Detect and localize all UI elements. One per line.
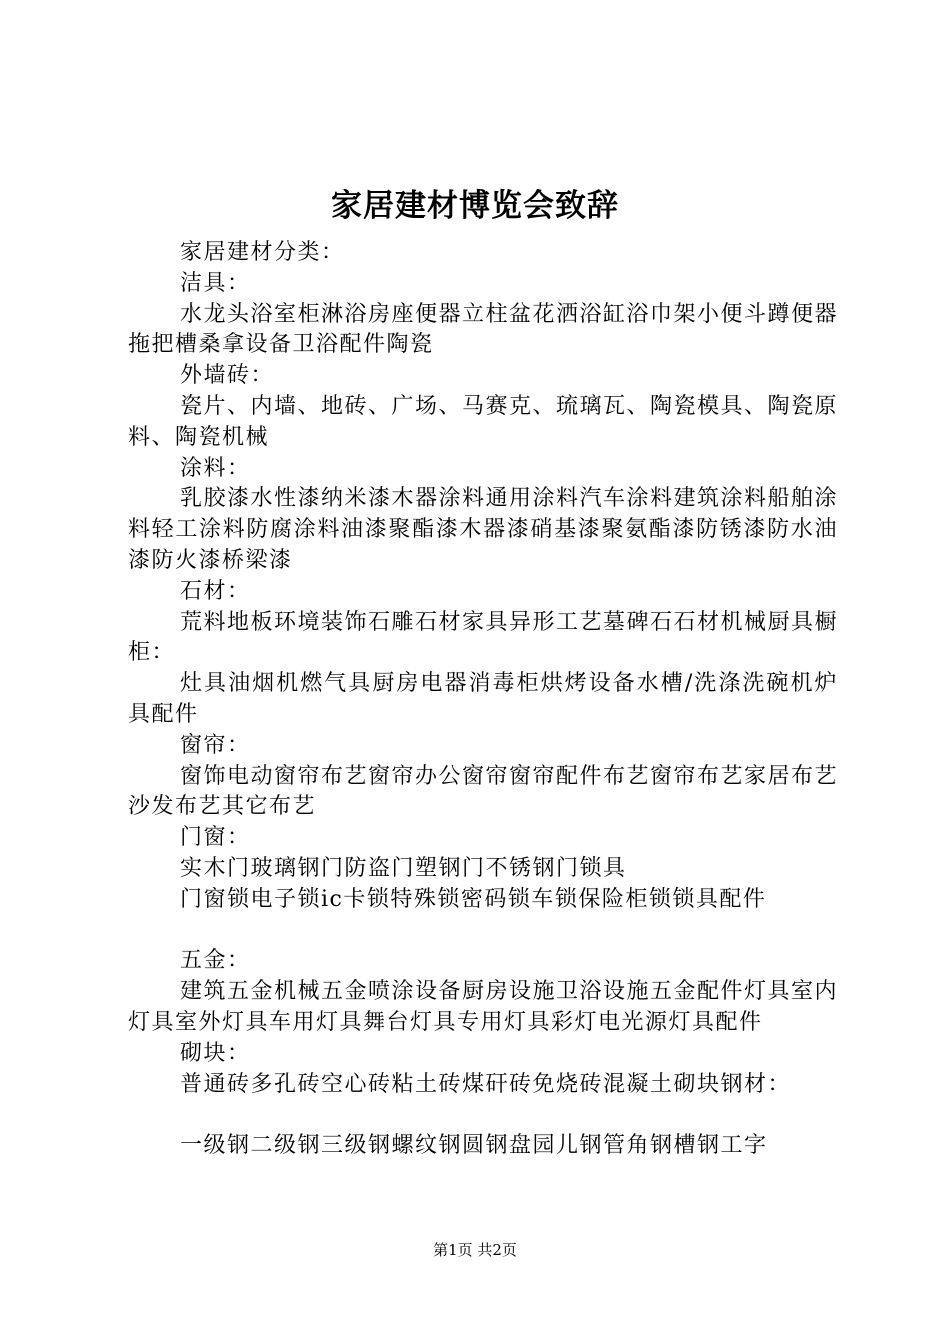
section-heading-paint: 涂料： — [180, 455, 251, 481]
section-heading-sanitary: 洁具： — [180, 270, 251, 296]
section-heading-hardware: 五金： — [180, 948, 251, 974]
section-content-curtains: 窗饰电动窗帘布艺窗帘办公窗帘窗帘配件布艺窗帘布艺家居布艺沙发布艺其它布艺 — [128, 763, 839, 820]
section-content-paint: 乳胶漆水性漆纳米漆木器涂料通用涂料汽车涂料建筑涂料船舶涂料轻工涂料防腐涂料油漆聚酯漆木器漆硝基漆聚氨酯漆防锈漆防水油漆防火漆桥梁漆 — [128, 486, 839, 573]
section-content-tiles: 瓷片、内墙、地砖、广场、马赛克、琉璃瓦、陶瓷模具、陶瓷原料、陶瓷机械 — [128, 393, 839, 450]
section-heading-blocks: 砌块： — [180, 1040, 251, 1066]
section-heading-tiles: 外墙砖： — [180, 363, 275, 389]
intro-line: 家居建材分类： — [180, 240, 345, 265]
section-content-locks: 门窗锁电子锁ic卡锁特殊锁密码锁车锁保险柜锁锁具配件 — [180, 886, 767, 912]
section-content-sanitary: 水龙头浴室柜淋浴房座便器立柱盆花洒浴缸浴巾架小便斗蹲便器拖把槽桑拿设备卫浴配件陶瓷 — [128, 301, 839, 358]
section-content-hardware: 建筑五金机械五金喷涂设备厨房设施卫浴设施五金配件灯具室内灯具室外灯具车用灯具舞台灯具专用灯具彩灯电光源灯具配件 — [128, 979, 839, 1035]
section-heading-curtains: 窗帘： — [180, 732, 251, 758]
section-heading-stone: 石材： — [180, 578, 251, 604]
document-title: 家居建材博览会致辞 — [331, 188, 619, 224]
section-content-steel: 一级钢二级钢三级钢螺纹钢圆钢盘园儿钢管角钢槽钢工字 — [180, 1133, 768, 1159]
section-heading-doors: 门窗： — [180, 825, 251, 851]
blank-line — [128, 1100, 838, 1131]
section-content-doors: 实木门玻璃钢门防盗门塑钢门不锈钢门锁具 — [180, 855, 627, 881]
blank-line — [128, 916, 838, 947]
section-content-blocks: 普通砖多孔砖空心砖粘土砖煤矸砖免烧砖混凝土砌块钢材： — [180, 1071, 792, 1097]
section-content-kitchen: 灶具油烟机燃气具厨房电器消毒柜烘烤设备水槽/洗涤洗碗机炉具配件 — [128, 671, 838, 727]
page-footer: 第1页 共2页 — [433, 1241, 517, 1259]
document-body — [128, 238, 838, 1162]
section-content-stone: 荒料地板环境装饰石雕石材家具异形工艺墓碑石石材机械厨具橱柜： — [128, 609, 839, 666]
